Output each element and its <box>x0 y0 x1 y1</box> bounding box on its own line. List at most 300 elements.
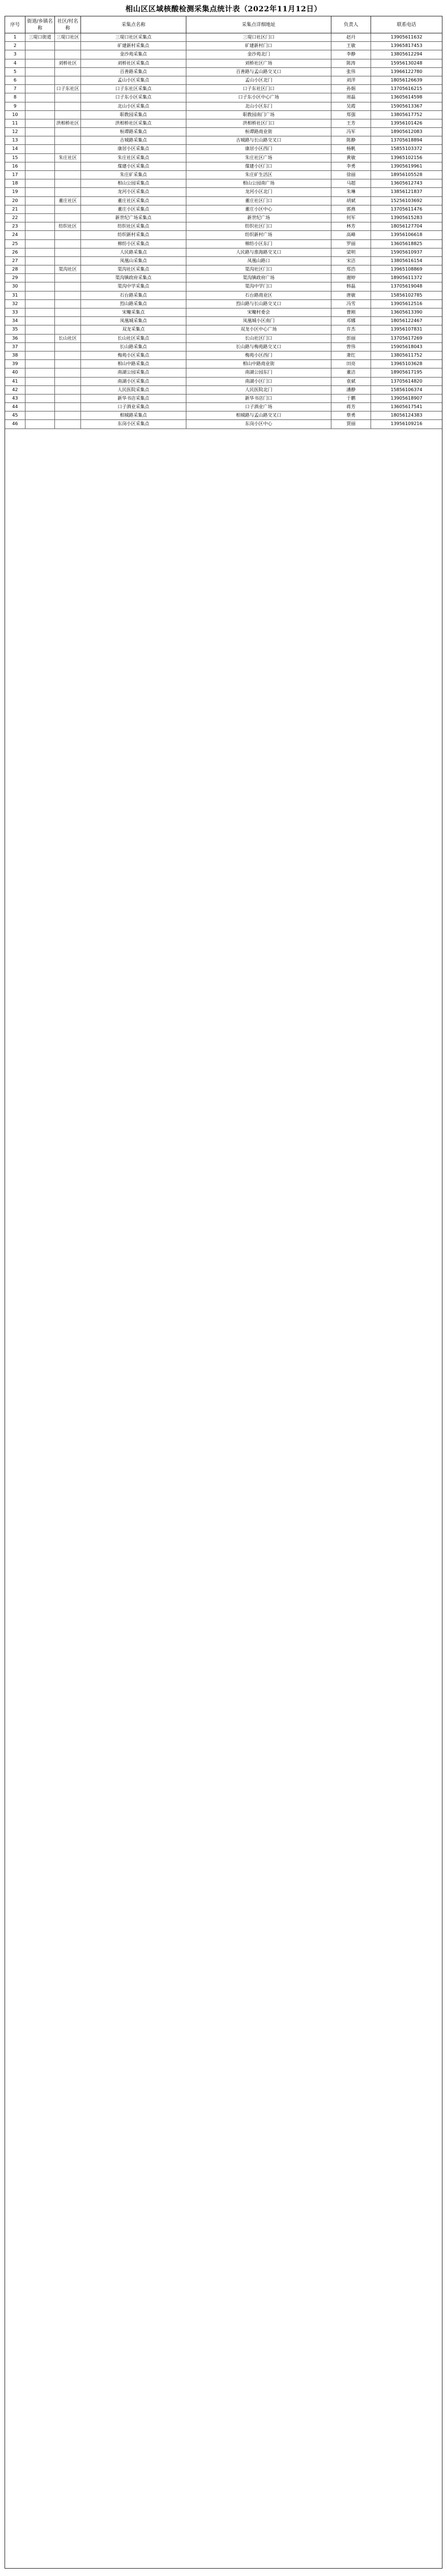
cell-community <box>55 325 81 333</box>
cell-site-name: 朱庄社区采集点 <box>81 154 186 162</box>
cell-community <box>55 76 81 84</box>
table-row <box>5 274 442 282</box>
cell-site-name: 桓谭路采集点 <box>81 128 186 136</box>
cell-site-name: 刘桥社区采集点 <box>81 59 186 67</box>
cell-phone: 13905612516 <box>390 301 423 306</box>
cell-site-name: 双龙采集点 <box>81 325 186 333</box>
cell-street <box>25 265 55 273</box>
cell-index: 2 <box>5 42 25 50</box>
cell-street <box>25 248 55 256</box>
cell-index: 40 <box>5 368 25 376</box>
header-cell-person: 负责人 <box>331 16 371 33</box>
table-row <box>5 59 442 68</box>
cell-street <box>25 231 55 239</box>
table-body <box>5 33 442 429</box>
cell-phone: 13966122780 <box>390 68 423 74</box>
table-row <box>5 325 442 334</box>
cell-site-name: 棉纺小区采集点 <box>81 240 186 248</box>
cell-phone: 18056126639 <box>390 77 423 83</box>
table-row <box>5 257 442 265</box>
cell-community <box>55 68 81 76</box>
cell-street <box>25 360 55 368</box>
table-row <box>5 205 442 214</box>
cell-site-address: 口子东小区中心广场 <box>186 93 331 101</box>
cell-index: 11 <box>5 119 25 127</box>
cell-person: 谢婷 <box>331 274 371 282</box>
cell-site-name: 渠沟镇政府采集点 <box>81 274 186 282</box>
cell-phone: 13705614820 <box>390 378 423 384</box>
cell-site-address: 宋疃村委会 <box>186 308 331 316</box>
table-row <box>5 145 442 153</box>
cell-street <box>25 343 55 351</box>
cell-person: 梁明 <box>331 248 371 256</box>
cell-site-name: 梅苑小区采集点 <box>81 352 186 359</box>
table-row <box>5 154 442 162</box>
cell-phone: 13705618894 <box>390 138 423 143</box>
cell-community <box>55 292 81 299</box>
cell-community <box>55 403 81 411</box>
cell-site-address: 孟山小区北门 <box>186 76 331 84</box>
cell-community <box>55 386 81 394</box>
cell-phone: 13965108869 <box>390 267 423 272</box>
cell-person: 于鹏 <box>331 395 371 402</box>
cell-person: 董洁 <box>331 368 371 376</box>
cell-site-address: 纺织社区门口 <box>186 222 331 230</box>
cell-index: 44 <box>5 403 25 411</box>
cell-community: 朱庄社区 <box>55 154 81 162</box>
cell-index: 37 <box>5 343 25 351</box>
table-row <box>5 171 442 179</box>
table-row <box>5 308 442 317</box>
cell-index: 17 <box>5 171 25 179</box>
cell-phone: 13605617541 <box>390 404 423 410</box>
cell-index: 45 <box>5 412 25 419</box>
cell-site-address: 人民路与淮海路交叉口 <box>186 248 331 256</box>
cell-index: 10 <box>5 111 25 119</box>
cell-phone: 13805616154 <box>390 258 423 263</box>
cell-street <box>25 240 55 248</box>
cell-street <box>25 205 55 213</box>
cell-community <box>55 171 81 179</box>
cell-community: 董庄社区 <box>55 197 81 205</box>
cell-phone: 13956106618 <box>390 232 423 238</box>
cell-site-name: 南湖公园采集点 <box>81 368 186 376</box>
table-row <box>5 386 442 395</box>
cell-community <box>55 378 81 385</box>
cell-phone: 13905619961 <box>390 163 423 169</box>
data-table <box>5 16 442 2569</box>
cell-street <box>25 119 55 127</box>
cell-person: 冯雪 <box>331 300 371 308</box>
cell-phone: 13605614598 <box>390 95 423 100</box>
cell-site-address: 石台路商业区 <box>186 292 331 299</box>
cell-site-name: 口子东社区采集点 <box>81 85 186 93</box>
cell-person: 杨帆 <box>331 145 371 153</box>
cell-street <box>25 102 55 110</box>
cell-person: 潘静 <box>331 386 371 394</box>
cell-site-name: 人民医院采集点 <box>81 386 186 394</box>
table-row <box>5 317 442 325</box>
cell-community <box>55 274 81 282</box>
cell-site-name: 口子酒业采集点 <box>81 403 186 411</box>
cell-person: 马超 <box>331 179 371 187</box>
cell-community <box>55 317 81 325</box>
cell-community <box>55 162 81 170</box>
cell-street <box>25 171 55 179</box>
cell-street <box>25 197 55 205</box>
cell-site-address: 洪相桥社区门口 <box>186 119 331 127</box>
cell-community <box>55 240 81 248</box>
cell-street <box>25 368 55 376</box>
cell-site-name: 南湖小区采集点 <box>81 378 186 385</box>
cell-site-name: 人民路采集点 <box>81 248 186 256</box>
cell-phone: 13705617269 <box>390 335 423 341</box>
cell-phone: 13956107831 <box>390 327 423 332</box>
cell-index: 30 <box>5 282 25 290</box>
cell-site-address: 康居小区西门 <box>186 145 331 153</box>
cell-site-address: 龙河小区北门 <box>186 188 331 196</box>
cell-site-name: 康居小区采集点 <box>81 145 186 153</box>
cell-person: 赵丹 <box>331 33 371 41</box>
cell-site-address: 相山公园南广场 <box>186 179 331 187</box>
header-cell-site-name: 采集点名称 <box>81 16 186 33</box>
cell-person: 唐敏 <box>331 292 371 299</box>
cell-phone: 13605612743 <box>390 181 423 186</box>
cell-street <box>25 352 55 359</box>
cell-site-address: 东岗小区中心 <box>186 420 331 428</box>
cell-community: 刘桥社区 <box>55 59 81 67</box>
cell-street <box>25 111 55 119</box>
cell-person: 胡斌 <box>331 197 371 205</box>
table-row <box>5 197 442 205</box>
cell-site-name: 纺织新村采集点 <box>81 231 186 239</box>
cell-community <box>55 42 81 50</box>
table-row <box>5 378 442 386</box>
cell-site-address: 刘桥社区广场 <box>186 59 331 67</box>
cell-person: 宋洁 <box>331 257 371 265</box>
table-row <box>5 360 442 368</box>
cell-phone: 15905610937 <box>390 249 423 255</box>
table-row <box>5 412 442 420</box>
cell-person: 邓娜 <box>331 317 371 325</box>
cell-site-address: 南湖公园东门 <box>186 368 331 376</box>
cell-site-name: 长山社区采集点 <box>81 335 186 342</box>
cell-phone: 13905615283 <box>390 215 423 220</box>
cell-index: 8 <box>5 93 25 101</box>
cell-community <box>55 145 81 153</box>
cell-phone: 13705616215 <box>390 86 423 92</box>
cell-community <box>55 352 81 359</box>
cell-person: 林芳 <box>331 222 371 230</box>
cell-index: 1 <box>5 33 25 41</box>
cell-site-address: 渠沟社区门口 <box>186 265 331 273</box>
cell-community <box>55 420 81 428</box>
cell-person: 朱琳 <box>331 188 371 196</box>
cell-street <box>25 335 55 342</box>
table-row <box>5 420 442 428</box>
cell-person: 贾丽 <box>331 420 371 428</box>
table-row <box>5 231 442 239</box>
table-row <box>5 179 442 188</box>
table-row <box>5 119 442 128</box>
cell-site-name: 金沙苑采集点 <box>81 50 186 58</box>
cell-person: 何军 <box>331 214 371 222</box>
cell-community: 洪相桥社区 <box>55 119 81 127</box>
cell-phone: 13805617752 <box>390 112 423 117</box>
cell-phone: 13956101426 <box>390 120 423 126</box>
cell-index: 28 <box>5 265 25 273</box>
cell-phone: 15905618043 <box>390 344 423 349</box>
cell-phone: 13905611632 <box>390 35 423 40</box>
cell-site-address: 凤凰城小区南门 <box>186 317 331 325</box>
cell-index: 20 <box>5 197 25 205</box>
cell-site-address: 梅苑小区西门 <box>186 352 331 359</box>
cell-community <box>55 111 81 119</box>
cell-site-address: 烈山路与长山路交叉口 <box>186 300 331 308</box>
cell-site-name: 百善路采集点 <box>81 68 186 76</box>
cell-community <box>55 205 81 213</box>
cell-phone: 15856106374 <box>390 387 423 392</box>
cell-phone: 13956109216 <box>390 421 423 427</box>
cell-community <box>55 248 81 256</box>
cell-index: 22 <box>5 214 25 222</box>
cell-site-address: 董庄社区门口 <box>186 197 331 205</box>
cell-site-name: 职教园采集点 <box>81 111 186 119</box>
table-row <box>5 136 442 145</box>
cell-site-name: 龙河小区采集点 <box>81 188 186 196</box>
cell-community: 渠沟社区 <box>55 265 81 273</box>
cell-site-name: 相城路采集点 <box>81 412 186 419</box>
cell-index: 18 <box>5 179 25 187</box>
table-row <box>5 368 442 377</box>
cell-community <box>55 231 81 239</box>
cell-community <box>55 136 81 144</box>
cell-street <box>25 222 55 230</box>
cell-phone: 13705619048 <box>390 284 423 289</box>
cell-community: 口子东社区 <box>55 85 81 93</box>
table-row <box>5 335 442 343</box>
cell-person: 曹刚 <box>331 308 371 316</box>
cell-index: 41 <box>5 378 25 385</box>
table-row <box>5 343 442 352</box>
cell-person: 韩磊 <box>331 282 371 290</box>
cell-index: 24 <box>5 231 25 239</box>
header-cell-index: 序号 <box>5 16 25 33</box>
cell-street <box>25 162 55 170</box>
table-row <box>5 188 442 196</box>
cell-site-name: 古城路采集点 <box>81 136 186 144</box>
cell-index: 29 <box>5 274 25 282</box>
cell-person: 王敏 <box>331 42 371 50</box>
cell-person: 许杰 <box>331 325 371 333</box>
cell-site-address: 董庄小区中心 <box>186 205 331 213</box>
cell-site-address: 相山中路商业街 <box>186 360 331 368</box>
cell-person: 郭燕 <box>331 205 371 213</box>
cell-community <box>55 308 81 316</box>
cell-person: 蔡勇 <box>331 412 371 419</box>
cell-person: 曾伟 <box>331 343 371 351</box>
cell-phone: 15256103692 <box>390 198 423 203</box>
cell-street <box>25 50 55 58</box>
table-row <box>5 33 442 42</box>
header-cell-phone: 联系电话 <box>397 22 416 28</box>
cell-site-address: 新世纪广场 <box>186 214 331 222</box>
cell-street <box>25 42 55 50</box>
cell-index: 39 <box>5 360 25 368</box>
cell-street <box>25 257 55 265</box>
cell-site-name: 新世纪广场采集点 <box>81 214 186 222</box>
table-row <box>5 42 442 50</box>
table-row <box>5 128 442 136</box>
table-row <box>5 282 442 291</box>
cell-site-name: 相山中路采集点 <box>81 360 186 368</box>
cell-site-address: 矿建新村门口 <box>186 42 331 50</box>
table-row <box>5 162 442 171</box>
page-title: 相山区区域核酸检测采集点统计表（2022年11月12日） <box>125 5 322 14</box>
cell-index: 25 <box>5 240 25 248</box>
cell-street <box>25 188 55 196</box>
cell-site-name: 东岗小区采集点 <box>81 420 186 428</box>
cell-site-address: 口子酒业广场 <box>186 403 331 411</box>
cell-site-address: 金沙苑北门 <box>186 50 331 58</box>
cell-street <box>25 325 55 333</box>
cell-person: 吴霞 <box>331 102 371 110</box>
cell-index: 38 <box>5 352 25 359</box>
cell-site-address: 长山路与梅苑路交叉口 <box>186 343 331 351</box>
cell-person: 罗丽 <box>331 240 371 248</box>
table-header <box>5 16 442 33</box>
table-row <box>5 85 442 93</box>
cell-index: 46 <box>5 420 25 428</box>
cell-site-name: 长山路采集点 <box>81 343 186 351</box>
cell-site-address: 凤凰山路口 <box>186 257 331 265</box>
cell-street <box>25 76 55 84</box>
cell-site-address: 长山社区门口 <box>186 335 331 342</box>
cell-phone: 18956105528 <box>390 172 423 177</box>
table-row <box>5 240 442 248</box>
table-row <box>5 102 442 111</box>
cell-phone: 15956130248 <box>390 60 423 66</box>
cell-site-address: 百善路与孟山路交叉口 <box>186 68 331 76</box>
cell-site-name: 董庄社区采集点 <box>81 197 186 205</box>
cell-index: 32 <box>5 300 25 308</box>
cell-street <box>25 274 55 282</box>
cell-street <box>25 378 55 385</box>
cell-site-address: 古城路与长山路交叉口 <box>186 136 331 144</box>
cell-person: 郑浩 <box>331 265 371 273</box>
cell-index: 13 <box>5 136 25 144</box>
cell-street <box>25 412 55 419</box>
cell-person: 袁斌 <box>331 378 371 385</box>
cell-street <box>25 154 55 162</box>
cell-phone: 18905611372 <box>390 275 423 281</box>
cell-site-address: 人民医院北门 <box>186 386 331 394</box>
cell-index: 9 <box>5 102 25 110</box>
table-row <box>5 50 442 59</box>
cell-street <box>25 395 55 402</box>
cell-index: 35 <box>5 325 25 333</box>
cell-site-address: 纺织新村广场 <box>186 231 331 239</box>
cell-site-name: 渠沟中学采集点 <box>81 282 186 290</box>
cell-index: 31 <box>5 292 25 299</box>
cell-site-name: 烈山路采集点 <box>81 300 186 308</box>
cell-person: 彭丽 <box>331 335 371 342</box>
table-row <box>5 111 442 119</box>
cell-phone: 13705611476 <box>390 206 423 212</box>
cell-site-address: 朱庄社区广场 <box>186 154 331 162</box>
cell-index: 43 <box>5 395 25 402</box>
cell-phone: 13965103628 <box>390 361 423 367</box>
cell-phone: 18905612083 <box>390 129 423 135</box>
cell-site-name: 三堤口社区采集点 <box>81 33 186 41</box>
cell-site-name: 煤建小区采集点 <box>81 162 186 170</box>
cell-person: 陈静 <box>331 136 371 144</box>
cell-site-address: 职教园南门广场 <box>186 111 331 119</box>
cell-site-address: 相城路与孟山路交叉口 <box>186 412 331 419</box>
cell-community <box>55 300 81 308</box>
cell-site-name: 凤凰山采集点 <box>81 257 186 265</box>
cell-site-address: 南湖小区门口 <box>186 378 331 385</box>
cell-community <box>55 50 81 58</box>
cell-person: 刘洋 <box>331 76 371 84</box>
cell-site-name: 凤凰城采集点 <box>81 317 186 325</box>
cell-phone: 13805612294 <box>390 52 423 57</box>
table-row <box>5 292 442 300</box>
cell-community <box>55 282 81 290</box>
cell-community: 长山社区 <box>55 335 81 342</box>
cell-site-address: 渠沟镇政府广场 <box>186 274 331 282</box>
cell-site-address: 新华书店门口 <box>186 395 331 402</box>
cell-community <box>55 395 81 402</box>
cell-person: 萧红 <box>331 352 371 359</box>
cell-street <box>25 300 55 308</box>
cell-site-address: 口子东社区门口 <box>186 85 331 93</box>
cell-site-address: 北山小区东门 <box>186 102 331 110</box>
cell-index: 14 <box>5 145 25 153</box>
cell-phone: 13605618825 <box>390 241 423 246</box>
cell-site-name: 石台路采集点 <box>81 292 186 299</box>
table-row <box>5 265 442 274</box>
cell-phone: 13605613390 <box>390 310 423 315</box>
cell-phone: 13856121837 <box>390 189 423 195</box>
cell-community: 纺织社区 <box>55 222 81 230</box>
cell-street: 三堤口街道 <box>25 33 55 41</box>
cell-index: 33 <box>5 308 25 316</box>
cell-index: 6 <box>5 76 25 84</box>
cell-street <box>25 292 55 299</box>
table-row <box>5 248 442 257</box>
table-row <box>5 300 442 308</box>
cell-site-name: 洪相桥社区采集点 <box>81 119 186 127</box>
cell-index: 36 <box>5 335 25 342</box>
cell-person: 高峰 <box>331 231 371 239</box>
cell-street <box>25 145 55 153</box>
cell-index: 4 <box>5 59 25 67</box>
cell-phone: 18905617195 <box>390 370 423 375</box>
header-cell-site-address: 采集点详细地址 <box>186 16 331 33</box>
cell-community <box>55 179 81 187</box>
cell-person: 黄敏 <box>331 154 371 162</box>
cell-community <box>55 368 81 376</box>
cell-street <box>25 420 55 428</box>
header-cell-street: 街道/乡镇名称 <box>25 16 55 33</box>
cell-site-name: 北山小区采集点 <box>81 102 186 110</box>
cell-index: 42 <box>5 386 25 394</box>
cell-person: 李勇 <box>331 162 371 170</box>
cell-person: 郑强 <box>331 111 371 119</box>
cell-site-name: 相山公园采集点 <box>81 179 186 187</box>
cell-index: 27 <box>5 257 25 265</box>
